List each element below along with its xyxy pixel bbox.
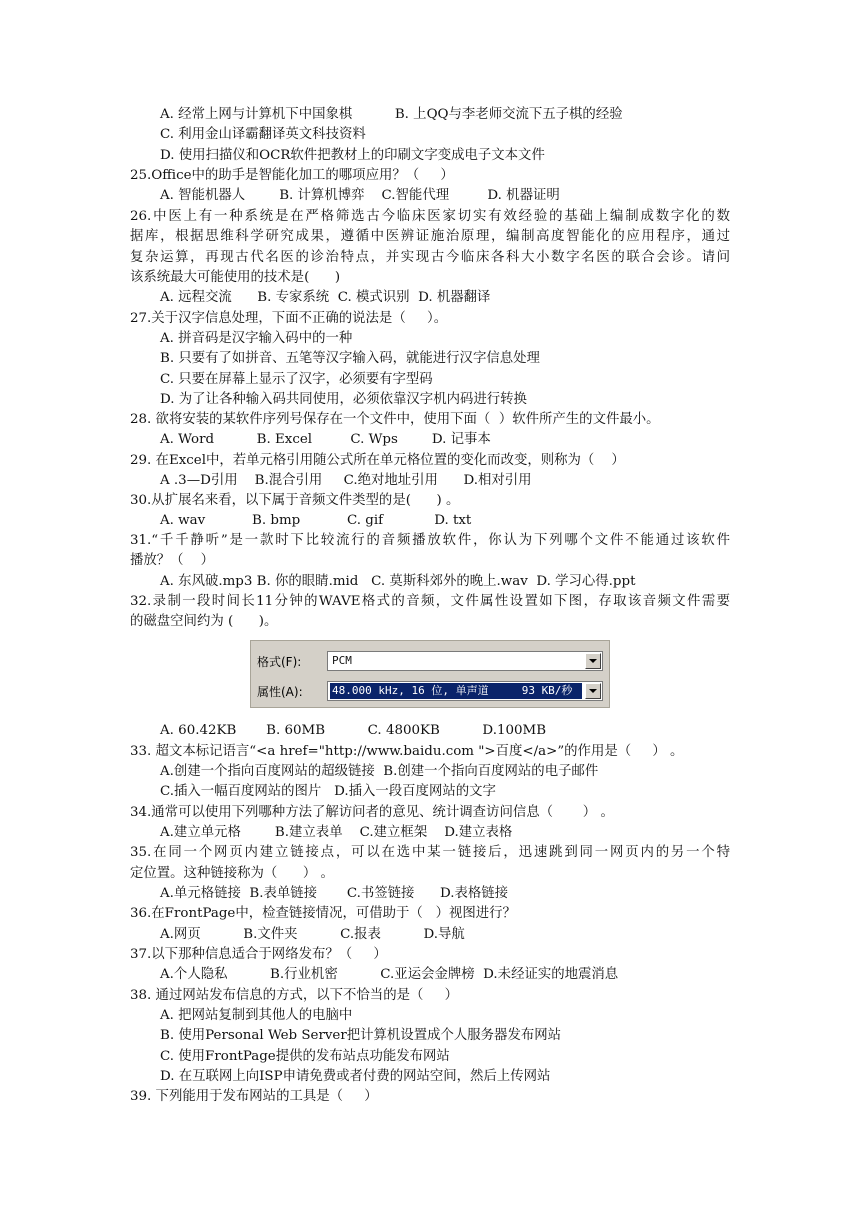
option-38c: C. 使用FrontPage提供的发布站点功能发布网站 [160,1049,450,1064]
option-line: A. 经常上网与计算机下中国象棋 B. 上QQ与李老师交流下五子棋的经验 [160,107,623,122]
question-26-line-2: 据库，根据思维科学研究成果，遵循中医辨证施治原理，编制高度智能化的应用程序，通过 [130,229,730,244]
options-30: A. wav B. bmp C. gif D. txt [160,513,472,528]
question-38: 38. 通过网站发布信息的方式，以下不恰当的是（ ） [130,988,459,1003]
option-line: D. 使用扫描仪和OCR软件把教材上的印刷文字变成电子文本文件 [160,148,545,163]
question-37: 37.以下那种信息适合于网络发布？（ ） [130,947,387,962]
options-29: A .3—D引用 B.混合引用 C.绝对地址引用 D.相对引用 [160,473,532,488]
question-35-line-1: 35.在同一个网页内建立链接点，可以在选中某一链接后，迅速跳到同一网页内的另一个特 [130,845,730,860]
dropdown-arrow-icon[interactable] [585,683,601,699]
attributes-label: 属性(A): [257,685,303,699]
option-38d: D. 在互联网上向ISP申请免费或者付费的网站空间，然后上传网站 [160,1069,551,1084]
attributes-select[interactable] [327,681,603,701]
options-33-line-2: C.插入一幅百度网站的图片 D.插入一段百度网站的文字 [160,784,496,799]
attributes-value: 48.000 kHz, 16 位, 单声道 93 KB/秒 [330,683,582,699]
question-31-line-2: 播放？（ ） [130,553,214,568]
option-27b: B. 只要有了如拼音、五笔等汉字输入码，就能进行汉字信息处理 [160,351,540,366]
format-value: PCM [332,654,352,667]
question-27: 27.关于汉字信息处理，下面不正确的说法是（ ）。 [130,311,448,326]
question-32-line-2: 的磁盘空间约为 ( )。 [130,614,278,629]
options-26: A. 远程交流 B. 专家系统 C. 模式识别 D. 机器翻译 [160,290,491,305]
question-26-line-1: 26.中医上有一种系统是在严格筛选古今临床医家切实有效经验的基础上编制成数字化的数 [130,209,730,224]
question-36: 36.在FrontPage中，检查链接情况，可借助于（ ）视图进行？ [130,906,516,921]
options-35: A.单元格链接 B.表单链接 C.书签链接 D.表格链接 [160,886,509,901]
options-25: A. 智能机器人 B. 计算机博弈 C.智能代理 D. 机器证明 [160,188,560,203]
question-39: 39. 下列能用于发布网站的工具是（ ） [130,1089,378,1104]
format-label: 格式(F): [257,655,302,669]
question-28: 28. 欲将安装的某软件序列号保存在一个文件中，使用下面（ ）软件所产生的文件最小。 [130,412,660,427]
option-38b: B. 使用Personal Web Server把计算机设置成个人服务器发布网站 [160,1028,562,1043]
option-27a: A. 拼音码是汉字输入码中的一种 [160,331,353,346]
question-34: 34.通常可以使用下列哪种方法了解访问者的意见、统计调查访问信息（ ） 。 [130,805,614,820]
options-28: A. Word B. Excel C. Wps D. 记事本 [160,432,491,447]
option-27d: D. 为了让各种输入码共同使用，必须依靠汉字机内码进行转换 [160,392,527,407]
options-34: A.建立单元格 B.建立表单 C.建立框架 D.建立表格 [160,825,513,840]
question-32-line-1: 32.录制一段时间长11分钟的WAVE格式的音频，文件属性设置如下图，存取该音频文件需要 [130,594,730,609]
audio-format-dialog [250,640,610,708]
options-36: A.网页 B.文件夹 C.报表 D.导航 [160,927,465,942]
question-26-line-4: 该系统最大可能使用的技术是( ) [130,270,341,285]
options-37: A.个人隐私 B.行业机密 C.亚运会金牌榜 D.未经证实的地震消息 [160,967,619,982]
option-line: C. 利用金山译霸翻译英文科技资料 [160,127,366,142]
question-31-line-1: 31.“千千静听”是一款时下比较流行的音频播放软件，你认为下列哪个文件不能通过该软件 [130,533,730,548]
question-30: 30.从扩展名来看，以下属于音频文件类型的是( ) 。 [130,493,460,508]
option-27c: C. 只要在屏幕上显示了汉字，必须要有字型码 [160,372,433,387]
options-31: A. 东风破.mp3 B. 你的眼睛.mid C. 莫斯科郊外的晚上.wav D. 学习心得.ppt [160,574,636,589]
format-select[interactable] [327,651,603,671]
dropdown-arrow-icon[interactable] [585,653,601,669]
question-35-line-2: 定位置。这种链接称为（ ） 。 [130,866,334,881]
question-29: 29. 在Excel中，若单元格引用随公式所在单元格位置的变化而改变，则称为（ ） [130,453,625,468]
option-38a: A. 把网站复制到其他人的电脑中 [160,1008,353,1023]
options-32: A. 60.42KB B. 60MB C. 4800KB D.100MB [160,723,547,738]
question-33: 33. 超文本标记语言“<a href="http://www.baidu.com ">百度</a>”的作用是（ ） 。 [130,744,684,759]
options-33-line-1: A.创建一个指向百度网站的超级链接 B.创建一个指向百度网站的电子邮件 [160,764,599,779]
question-26-line-3: 复杂运算，再现古代名医的诊治特点，并实现古今临床各科大小数字名医的联合会诊。请问 [130,250,730,265]
question-25: 25.Office中的助手是智能化加工的哪项应用？（ ） [130,168,454,183]
